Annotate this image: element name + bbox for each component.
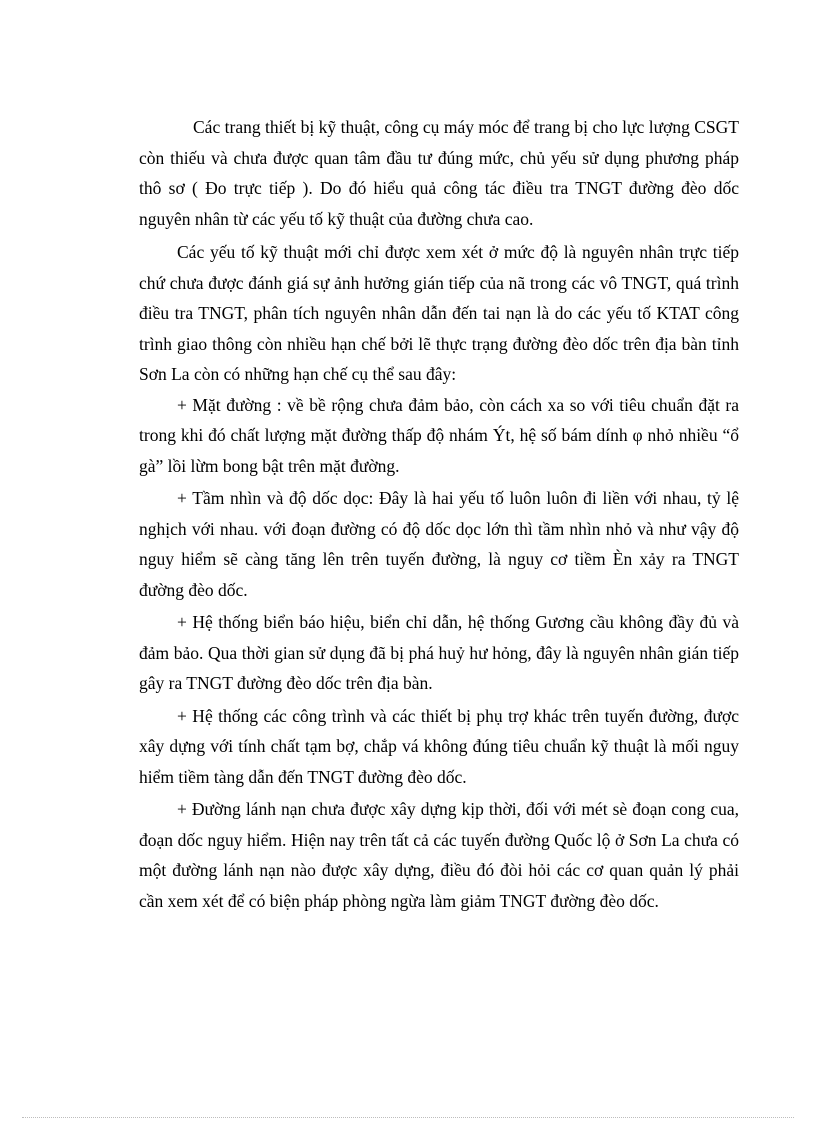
paragraph-auxiliary-works: + Hệ thống các công trình và các thiết bị phụ trợ khác trên tuyến đường, được xây dựng với tính chất tạm bợ, chắp vá không đúng tiêu chuẩn kỹ thuật là mối nguy hiểm tiềm tàng dẫn đến TNGT đường đèo dốc. [139, 705, 739, 787]
paragraph-escape-lanes: + Đường lánh nạn chưa được xây dựng kịp thời, đối với mét sè đoạn cong cua, đoạn dốc nguy hiểm. Hiện nay trên tất cả các tuyến đường Quốc lộ ở Sơn La chưa có một đường lánh nạn nào được xây dựng, điều đó đòi hỏi các cơ quan quản lý phải cần xem xét để có biện pháp phòng ngừa làm giảm TNGT đường đèo dốc. [139, 799, 739, 911]
paragraph-technical-factors: Các yếu tố kỹ thuật mới chỉ được xem xét ở mức độ là nguyên nhân trực tiếp chứ chưa được đánh giá sự ảnh hưởng gián tiếp của nã trong các vô TNGT, quá trình điều tra TNGT, phân tích nguyên nhân dẫn đến tai nạn là do các yếu tố KTAT công trình giao thông còn nhiều hạn chế bởi lẽ thực trạng đường đèo dốc trên địa bàn tỉnh Sơn La còn có những hạn chế cụ thể sau đây: [139, 242, 739, 384]
paragraph-visibility-slope: + Tầm nhìn và độ dốc dọc: Đây là hai yếu tố luôn luôn đi liền với nhau, tỷ lệ nghịch với nhau. với đoạn đường có độ dốc dọc lớn thì tầm nhìn nhỏ và như vậy độ nguy hiểm sẽ càng tăng lên trên tuyến đường, là nguy cơ tiềm Èn xảy ra TNGT đường đèo dốc. [139, 488, 739, 600]
paragraph-signage: + Hệ thống biển báo hiệu, biển chỉ dẫn, hệ thống Gương cầu không đầy đủ và đảm bảo. Qua thời gian sử dụng đã bị phá huỷ hư hỏng, đây là nguyên nhân gián tiếp gây ra TNGT đường đèo dốc trên địa bàn. [139, 612, 739, 693]
page-footer-divider [22, 1117, 794, 1118]
document-body [139, 112, 739, 916]
paragraph-equipment: Các trang thiết bị kỹ thuật, công cụ máy móc để trang bị cho lực lượng CSGT còn thiếu và chưa được quan tâm đầu tư đúng mức, chủ yếu sử dụng phương pháp thô sơ ( Đo trực tiếp ). Do đó hiểu quả công tác điều tra TNGT đường đèo dốc nguyên nhân từ các yếu tố kỹ thuật của đường chưa cao. [139, 117, 739, 229]
paragraph-road-surface: + Mặt đường : về bề rộng chưa đảm bảo, còn cách xa so với tiêu chuẩn đặt ra trong khi đó chất lượng mặt đường thấp độ nhám Ýt, hệ số bám dính φ nhỏ nhiều “ổ gà” lồi lừm bong bật trên mặt đường. [139, 394, 739, 476]
